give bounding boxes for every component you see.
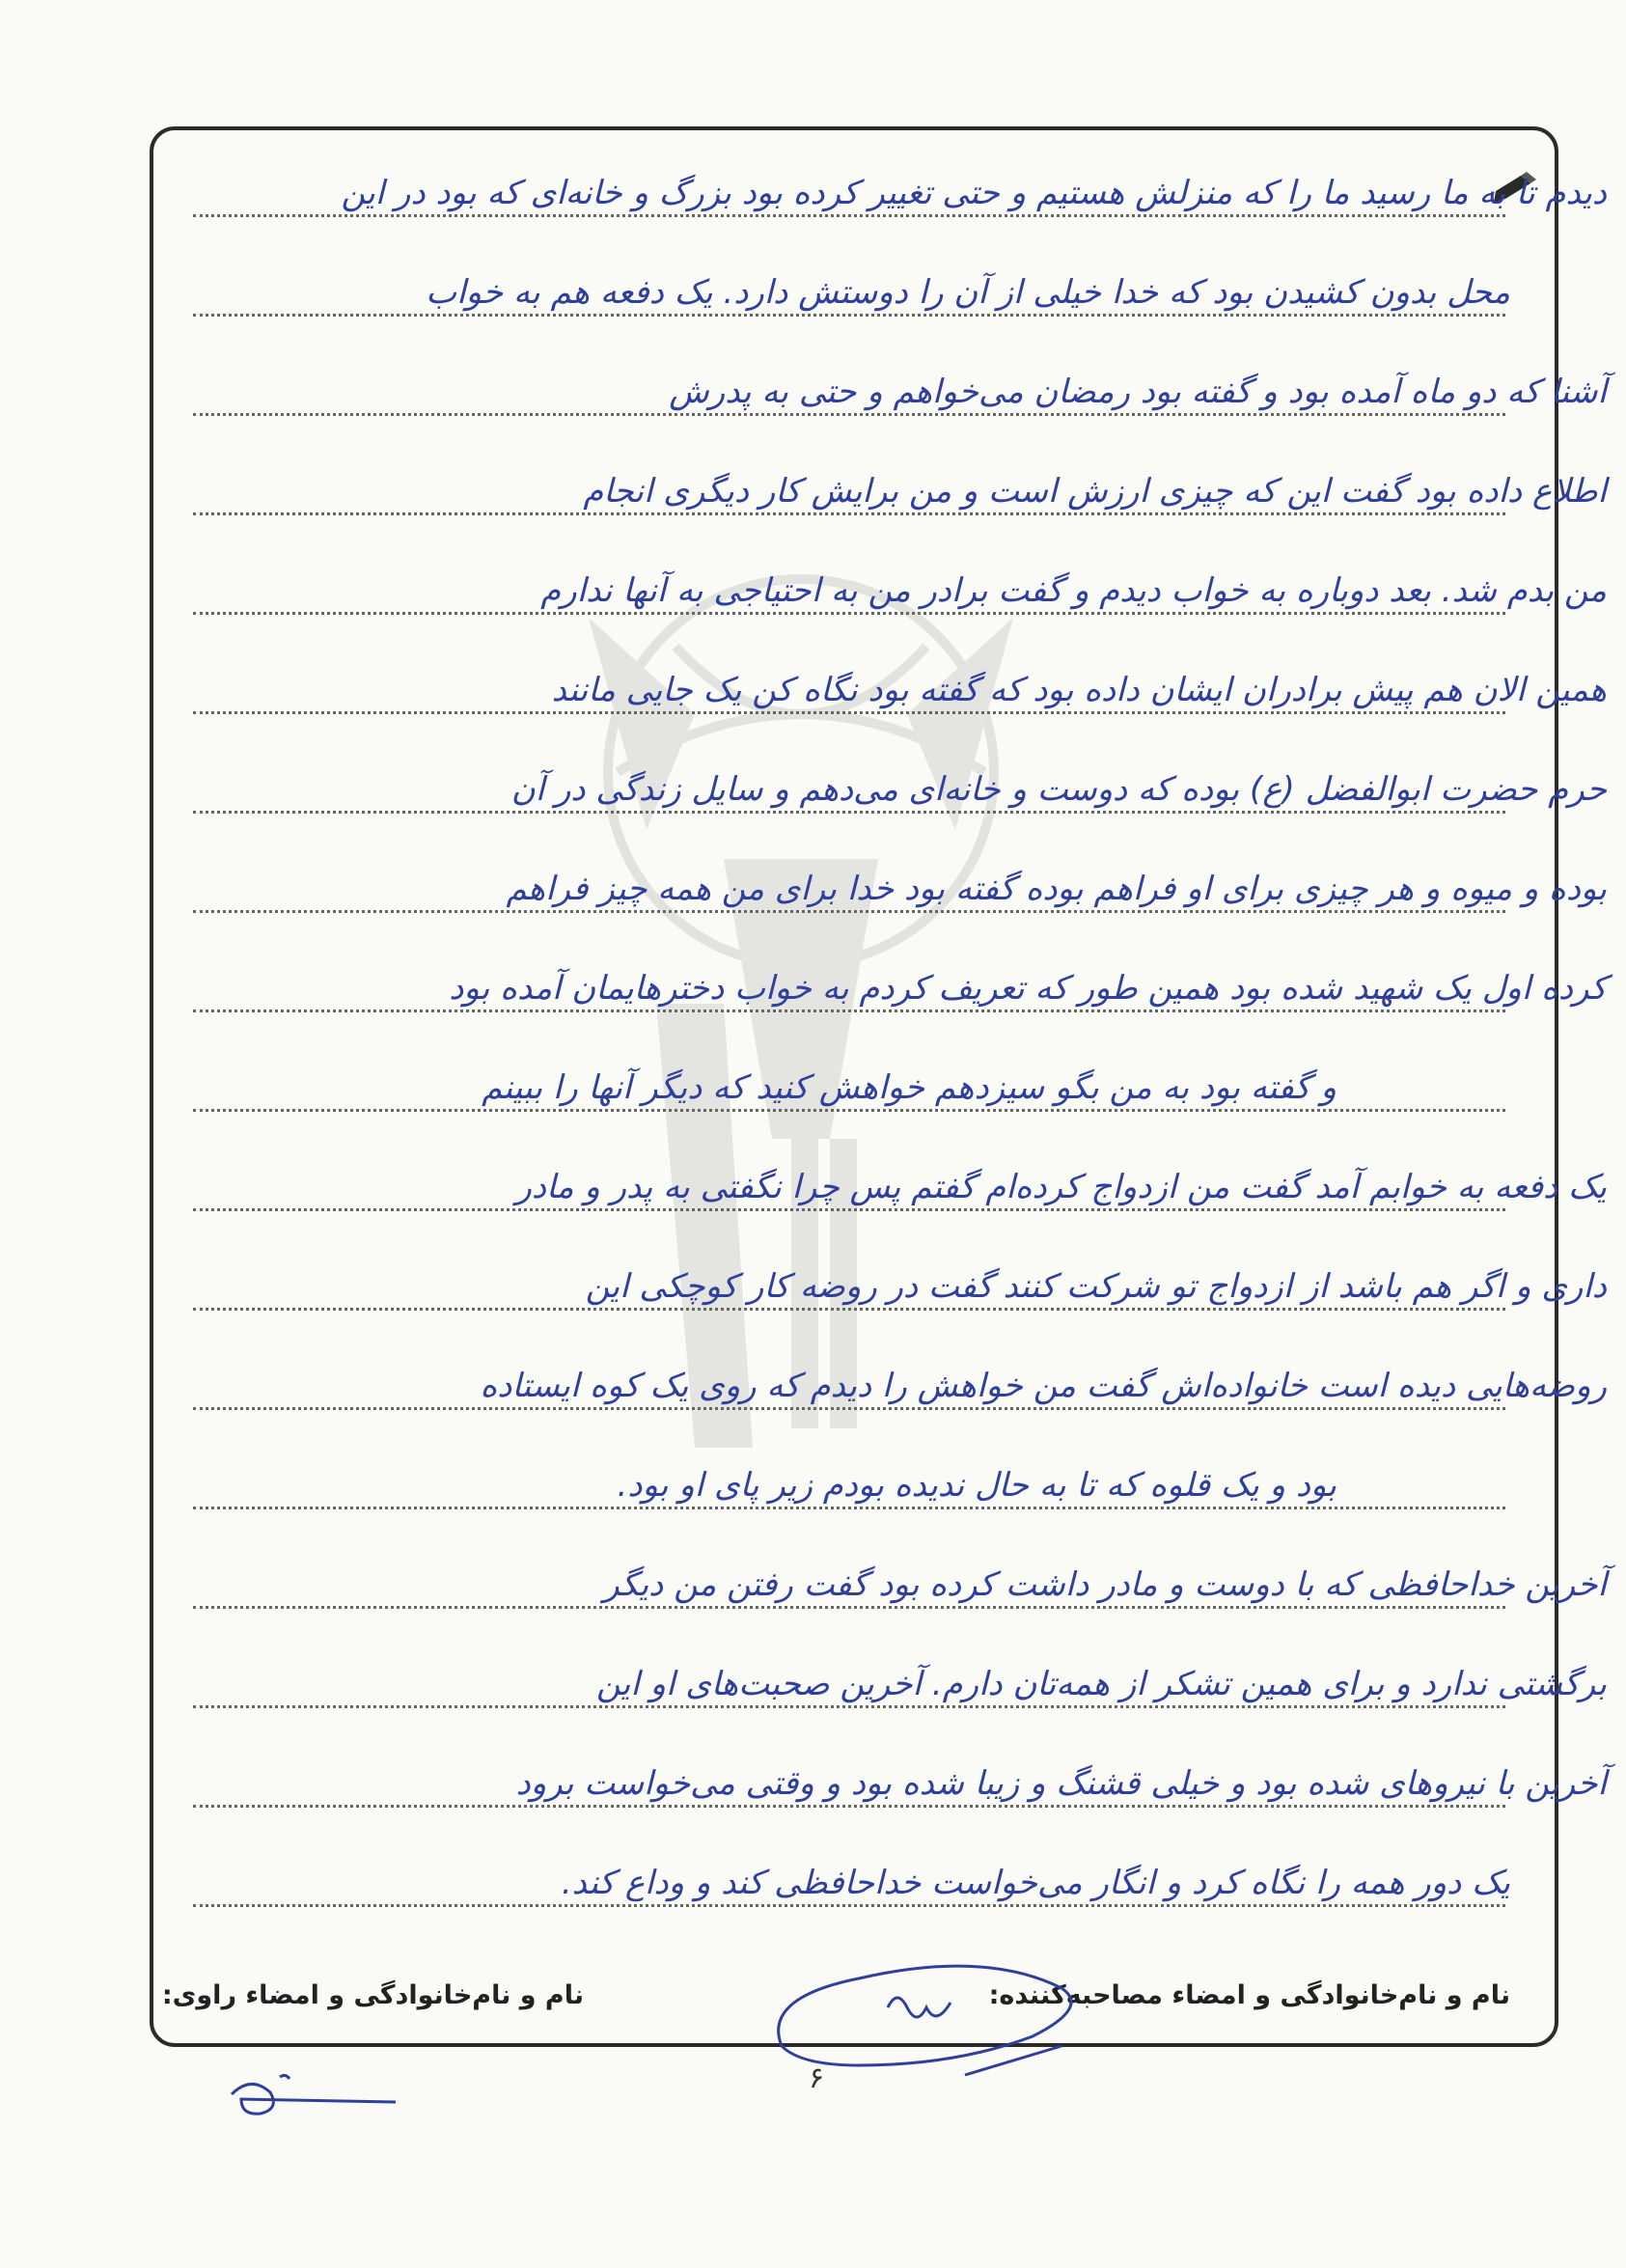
writing-rule: [193, 413, 1505, 416]
handwritten-line: اطلاع داده بود گفت این که چیزی ارزش است و من برایش کار دیگری انجام: [583, 472, 1607, 511]
handwritten-line: دیدم تا به ما رسید ما را که منزلش هستیم و حتی تغییر کرده بود بزرگ و خانه‌ای که بود در این: [341, 174, 1607, 212]
writing-rule: [193, 1208, 1505, 1211]
handwritten-line: برگشتی ندارد و برای همین تشکر از همه‌تان دارم. آخرین صحبت‌های او این: [595, 1665, 1607, 1703]
handwritten-line: آخرین خداحافظی که با دوست و مادر داشت کرده بود گفت رفتن من دیگر: [603, 1565, 1607, 1604]
writing-rule: [193, 314, 1505, 317]
writing-rule: [193, 1010, 1505, 1012]
writing-rule: [193, 1904, 1505, 1907]
interviewer-signature-label: نام و نام‌خانوادگی و امضاء مصاحبه‌کننده:: [988, 1980, 1510, 2010]
handwritten-line: حرم حضرت ابوالفضل (ع) بوده که دوست و خانه‌ای می‌دهم و سایل زندگی در آن: [510, 770, 1607, 809]
writing-rule: [193, 1805, 1505, 1808]
narrator-signature-label: نام و نام‌خانوادگی و امضاء راوی:: [161, 1980, 584, 2010]
writing-rule: [193, 1407, 1505, 1410]
writing-rule: [193, 910, 1505, 913]
writing-rule: [193, 512, 1505, 515]
writing-rule: [193, 214, 1505, 217]
handwritten-line: بود و یک قلوه که تا به حال ندیده بودم زیر پای او بود.: [617, 1466, 1337, 1505]
narrator-signature: [212, 2065, 405, 2123]
writing-rule: [193, 1606, 1505, 1609]
handwritten-line: یک دور همه را نگاه کرد و انگار می‌خواست خداحافظی کند و وداع کند.: [561, 1864, 1510, 1902]
writing-rule: [193, 1507, 1505, 1509]
handwritten-line: آخرین با نیروهای شده بود و خیلی قشنگ و زیبا شده بود و وقتی می‌خواست برود: [515, 1764, 1607, 1803]
writing-rule: [193, 1308, 1505, 1311]
page-number: ۶: [808, 2061, 825, 2095]
handwritten-line: آشنا که دو ماه آمده بود و گفته بود رمضان می‌خواهم و حتی به پدرش: [669, 373, 1607, 411]
writing-rule: [193, 1705, 1505, 1708]
handwritten-line: یک دفعه به خوابم آمد گفت من ازدواج کرده‌ام گفتم پس چرا نگفتی به پدر و مادر: [515, 1168, 1607, 1206]
handwritten-line: محل بدون کشیدن بود که خدا خیلی از آن را دوستش دارد. یک دفعه هم به خواب: [426, 273, 1510, 312]
handwritten-line: داری و اگر هم باشد از ازدواج تو شرکت کنند گفت در روضه کار کوچکی این: [585, 1267, 1607, 1306]
writing-rule: [193, 711, 1505, 714]
handwritten-line: روضه‌هایی دیده است خانواده‌اش گفت من خواهش را دیدم که روی یک کوه ایستاده: [480, 1367, 1607, 1405]
handwritten-line: کرده اول یک شهید شده بود همین طور که تعریف کردم به خواب دخترهایمان آمده بود: [449, 969, 1607, 1008]
writing-rule: [193, 612, 1505, 615]
handwritten-line: بوده و میوه و هر چیزی برای او فراهم بوده گفته بود خدا برای من همه چیز فراهم: [506, 870, 1607, 908]
handwritten-line: همین الان هم پیش برادران ایشان داده بود که گفته بود نگاه کن یک جایی مانند: [551, 671, 1607, 709]
handwritten-line: من بدم شد. بعد دوباره به خواب دیدم و گفت برادر من به احتیاجی به آنها ندارم: [540, 571, 1607, 610]
handwritten-line: و گفته بود به من بگو سیزدهم خواهش کنید که دیگر آنها را ببینم: [482, 1068, 1337, 1107]
writing-rule: [193, 811, 1505, 814]
writing-rule: [193, 1109, 1505, 1112]
